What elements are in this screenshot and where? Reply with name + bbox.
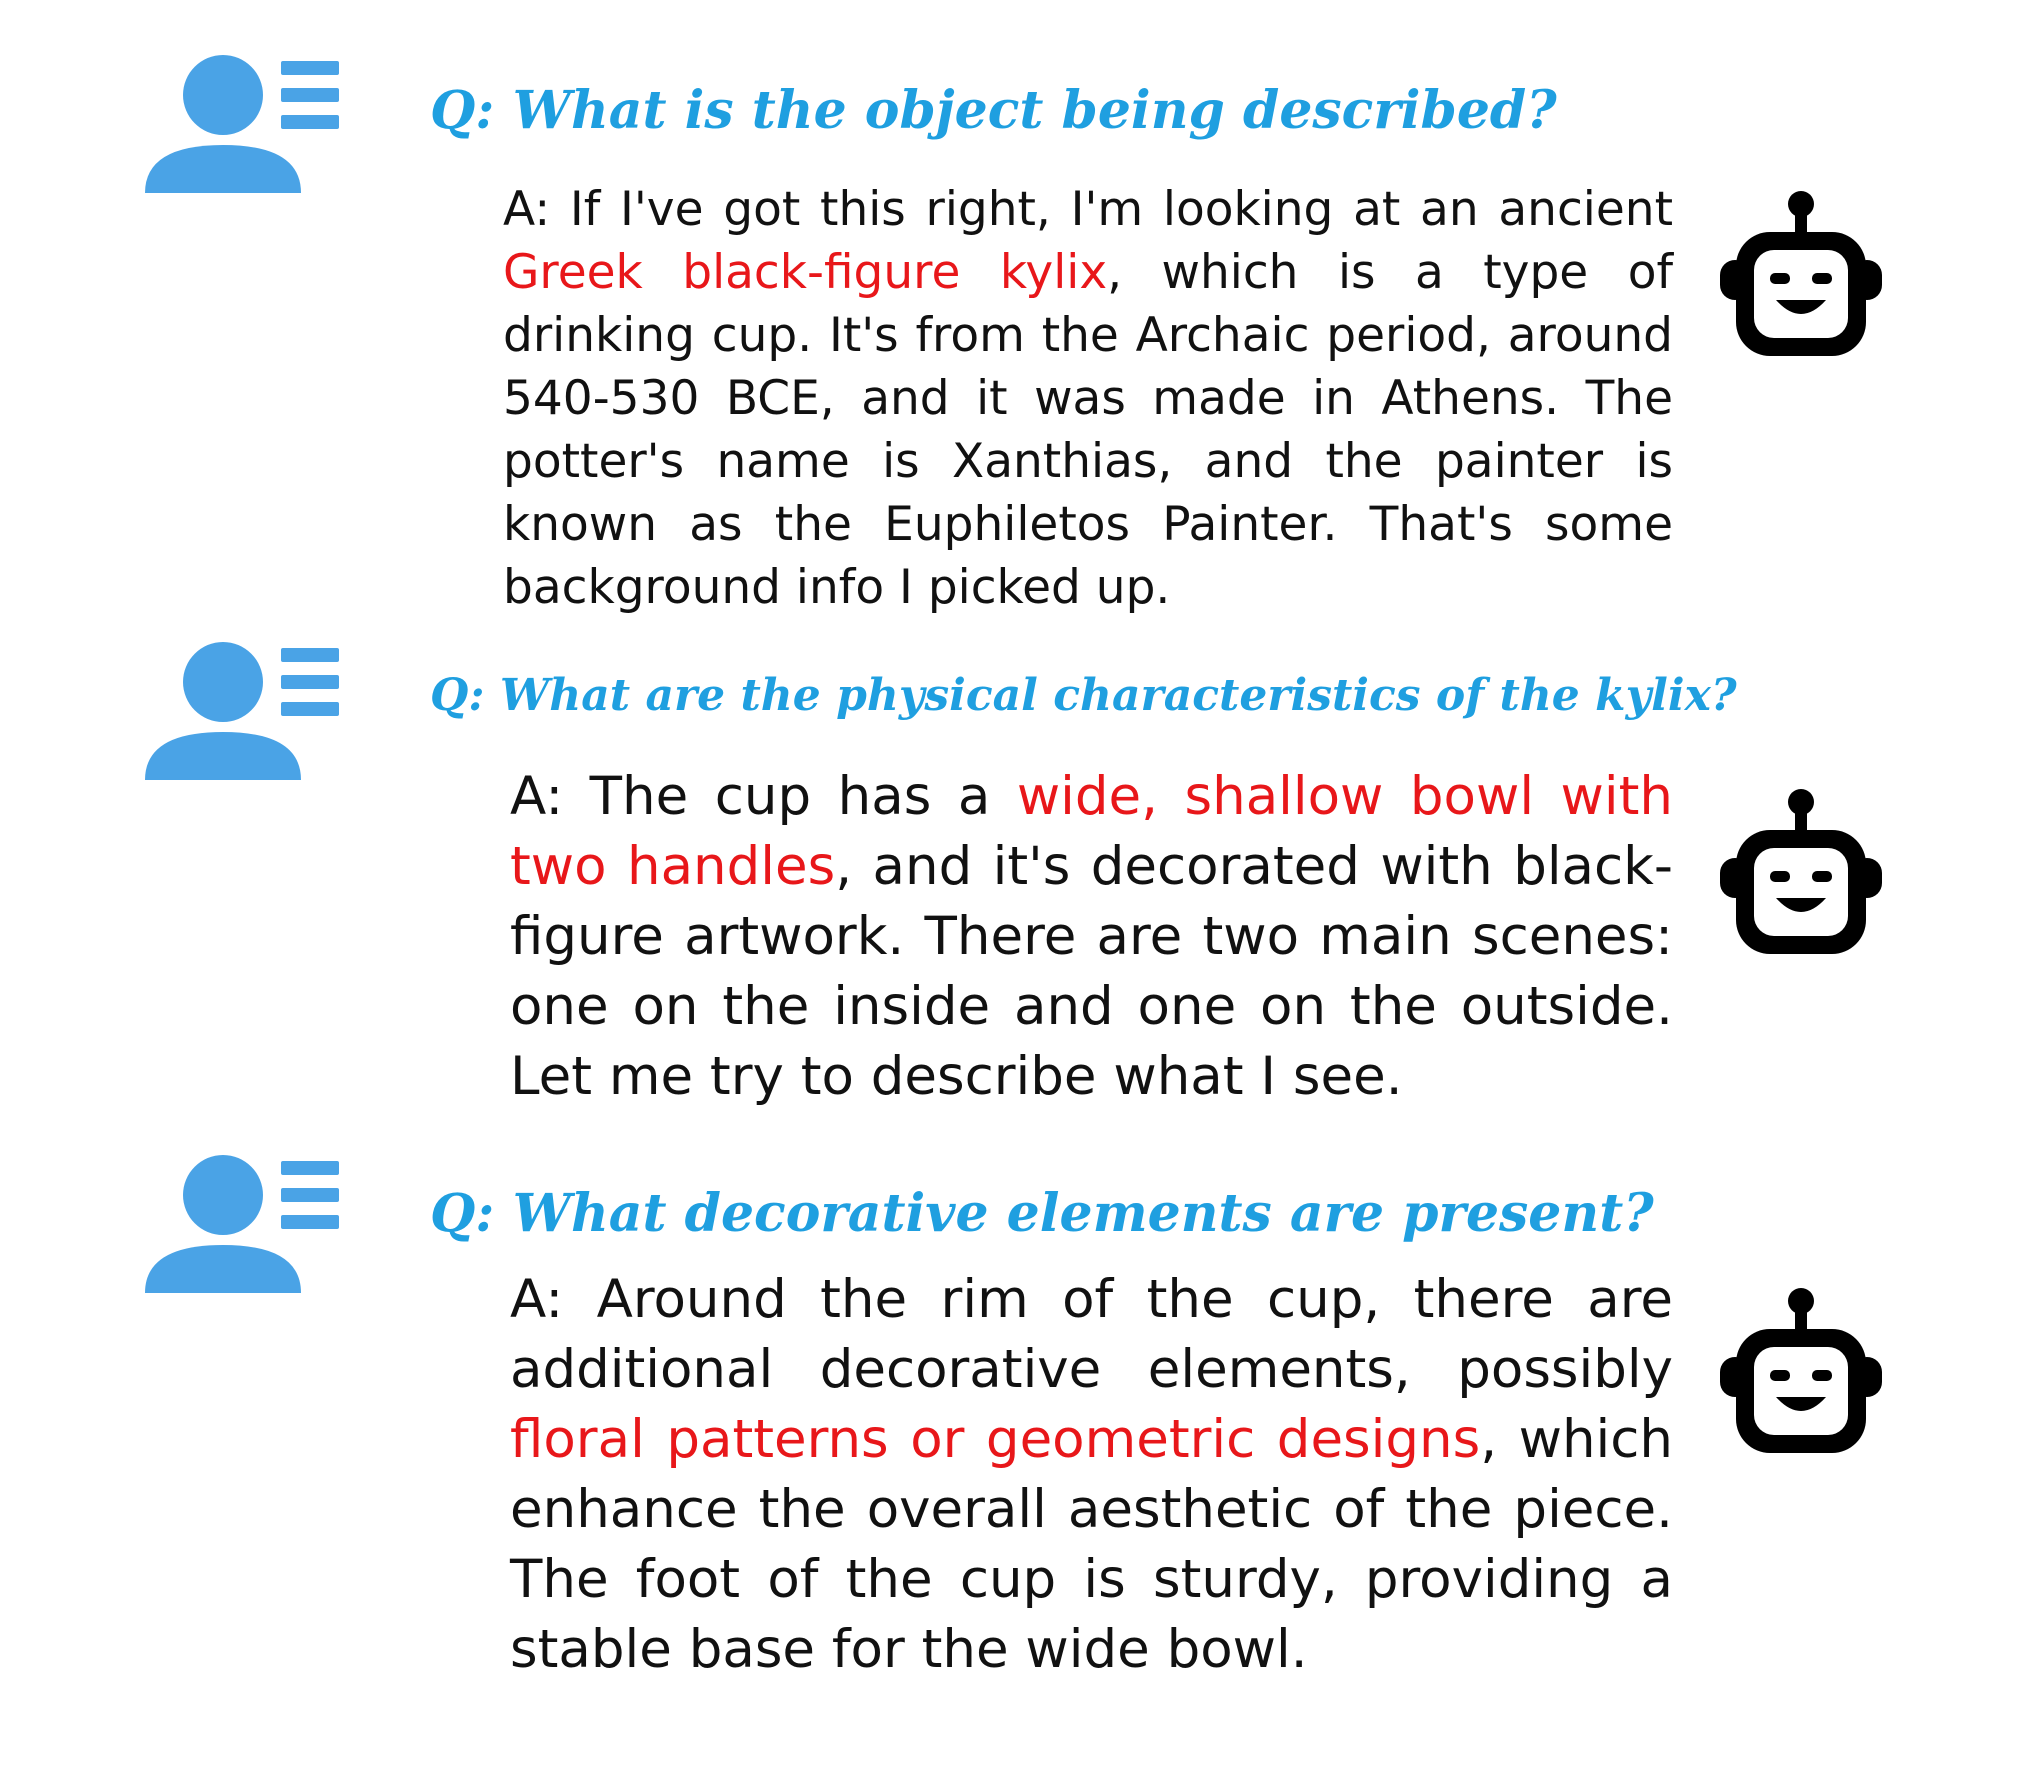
- robot-icon: [1710, 1287, 1892, 1469]
- robot-icon: [1710, 788, 1892, 970]
- answer-3: [510, 1265, 1673, 1685]
- user-profile-icon: [145, 53, 345, 205]
- answer-1-highlight: Greek black-figure kylix: [503, 245, 1108, 300]
- answer-1: [503, 178, 1673, 619]
- answer-3-text-1: A: Around the rim of the cup, there are additional decorative elements, possibly: [510, 1269, 1673, 1400]
- robot-icon: [1710, 190, 1892, 372]
- answer-2-text-1: A: The cup has a: [510, 766, 1017, 827]
- question-1: Q: What is the object being described?: [430, 80, 1557, 141]
- answer-3-text-2: , which enhance the overall aesthetic of the piece. The foot of the cup is sturdy, providing a stable base for the wide bowl.: [510, 1409, 1673, 1680]
- question-3: Q: What decorative elements are present?: [430, 1183, 1654, 1244]
- user-profile-icon: [145, 1153, 345, 1305]
- answer-1-text-1: A: If I've got this right, I'm looking at an ancient: [503, 182, 1673, 237]
- answer-1-text-2: , which is a type of drinking cup. It's from the Archaic period, around 540-530 BCE, and it was made in Athens. The potter's name is Xanthias, and the painter is known as the Euphiletos Painter. That's some background info I picked up.: [503, 245, 1673, 615]
- answer-2-highlight: wide, shallow bowl with two handles: [510, 766, 1674, 897]
- user-profile-icon: [145, 640, 345, 792]
- answer-3-highlight: floral patterns or geometric designs: [510, 1409, 1481, 1470]
- question-2: Q: What are the physical characteristics of the kylix?: [430, 670, 1737, 721]
- answer-2: [510, 762, 1673, 1112]
- answer-2-text-2: , and it's decorated with black-figure artwork. There are two main scenes: one on the inside and one on the outside. Let me try to describe what I see.: [510, 836, 1673, 1107]
